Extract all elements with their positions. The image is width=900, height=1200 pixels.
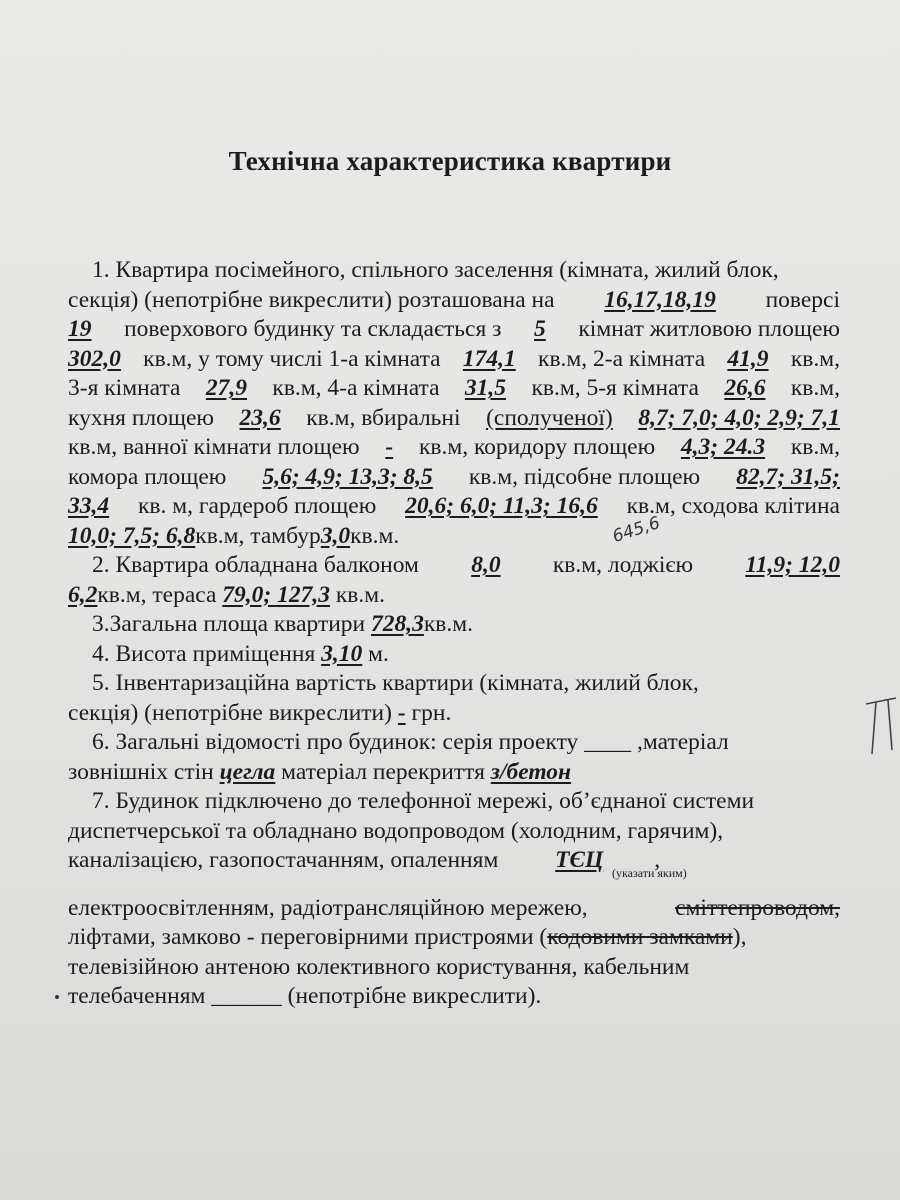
item7-line1: 7. Будинок підключено до телефонної мережі, об’єднаної системи [92, 788, 755, 814]
storeys-value: 19 [68, 316, 92, 342]
inventory-value: - [397, 699, 406, 726]
utility-value-1: 82,7; 31,5; [736, 463, 840, 490]
item1-line3: 19 поверхового будинку та складається з 5 кімнат житловою площею [68, 315, 840, 345]
ink-dot-icon [55, 995, 59, 999]
room1-value: 174,1 [462, 345, 516, 372]
balcony-value: 8,0 [471, 552, 501, 578]
room4-value: 31,5 [464, 375, 507, 401]
item1-line4: 302,0 кв.м, у тому числі 1-а кімната 174,1 кв.м, 2-а кімната 41,9 кв.м, [68, 345, 840, 375]
wall-material-value: цегла [219, 758, 276, 785]
item7-line4: електроосвітленням, радіотрансляційною мережею, сміттепроводом, [68, 894, 840, 924]
document-body [68, 256, 840, 1012]
wardrobe-value: 20,6; 6,0; 11,3; 16,6 [405, 493, 598, 519]
item1-line5: 3-я кімната 27,9 кв.м, 4-а кімната 31,5 кв.м, 5-я кімната 26,6 кв.м, [68, 374, 840, 404]
item6-line1: 6. Загальні відомості про будинок: серія проекту ____ ,матеріал [92, 729, 729, 755]
stair-value: 10,0; 7,5; 6,8 [68, 522, 196, 549]
item1-line10: 10,0; 7,5; 6,8кв.м, тамбур3,0кв.м. [68, 522, 400, 549]
wc-value: 8,7; 7,0; 4,0; 2,9; 7,1 [638, 404, 840, 431]
handwritten-note: 645,6 [610, 512, 663, 548]
item1-line7: кв.м, ванної кімнати площею - кв.м, коридору площею 4,3; 24.3 кв.м, [68, 433, 840, 463]
item7-spacer [68, 876, 840, 894]
struck-code-locks: кодовими замками [547, 924, 733, 950]
living-area-value: 302,0 [68, 345, 121, 372]
kitchen-value: 23,6 [239, 404, 281, 431]
item1-line2: секція) (непотрібне викреслити) розташована на 16,17,18,19 поверсі [68, 286, 840, 316]
utility-value-2: 33,4 [68, 493, 110, 519]
storage-value: 5,6; 4,9; 13,3; 8,5 [262, 463, 433, 490]
wc-type: (сполученої) [486, 404, 613, 431]
item7-line5: ліфтами, замково - переговірними пристроями (кодовими замками), [68, 924, 747, 950]
item5-line2: секція) (непотрібне викреслити) - грн. [68, 699, 452, 726]
loggia-value-2: 6,2 [68, 581, 98, 608]
item7-line2: диспетчерської та обладнано водопроводом (холодним, гарячим), [68, 817, 724, 844]
loggia-value-1: 11,9; 12,0 [745, 552, 840, 578]
rooms-value: 5 [534, 316, 546, 342]
item4-line: 4. Висота приміщення 3,10 м. [92, 640, 389, 667]
item1-line8: комора площею 5,6; 4,9; 13,3; 8,5 кв.м, підсобне площею 82,7; 31,5; [68, 463, 840, 493]
item7-line6: телевізійною антеною колективного користування, кабельним [68, 953, 690, 980]
corridor-value: 4,3; 24.3 [680, 434, 766, 460]
heating-value: ТЄЦ [555, 847, 604, 873]
pen-mark-icon [862, 690, 900, 760]
room2-value: 41,9 [727, 345, 769, 372]
item3-line: 3.Загальна площа квартири 728,3кв.м. [92, 611, 474, 637]
bath-value: - [385, 434, 394, 460]
heating-hint: (указати яким) [612, 866, 687, 880]
item2-line1: 2. Квартира обладнана балконом 8,0 кв.м, лоджією 11,9; 12,0 [68, 551, 840, 581]
floor-material-value: з/бетон [490, 758, 572, 785]
item6-line2: зовнішніх стін цегла матеріал перекриття з/бетон [68, 758, 572, 785]
total-area-value: 728,3 [371, 611, 424, 637]
item1-line6: кухня площею 23,6 кв.м, вбиральні (сполученої) 8,7; 7,0; 4,0; 2,9; 7,1 [68, 404, 840, 434]
document-title: Технічна характеристика квартири [228, 146, 672, 176]
item5-line1: 5. Інвентаризаційна вартість квартири (кімната, жилий блок, [92, 670, 699, 696]
item1-line9: 33,4 кв. м, гардероб площею 20,6; 6,0; 11,3; 16,6 кв.м, сходова клітина [68, 492, 840, 522]
height-value: 3,10 [321, 640, 363, 667]
item7-line3: каналізацією, газопостачанням, опаленням ТЄЦ , [68, 846, 840, 876]
item2-line2: 6,2кв.м, тераса 79,0; 127,3 кв.м. [68, 581, 386, 608]
room3-value: 27,9 [205, 375, 247, 401]
item1-line1: 1. Квартира посімейного, спільного заселення (кімната, жилий блок, [92, 257, 779, 283]
vestibule-value: 3,0 [320, 522, 351, 549]
terrace-value: 79,0; 127,3 [222, 581, 330, 608]
struck-garbage-chute: сміттепроводом, [675, 894, 840, 921]
floors-value: 16,17,18,19 [604, 286, 716, 313]
item7-line7: телебаченням ______ (непотрібне викреслити). [68, 983, 542, 1009]
room5-value: 26,6 [724, 375, 766, 401]
